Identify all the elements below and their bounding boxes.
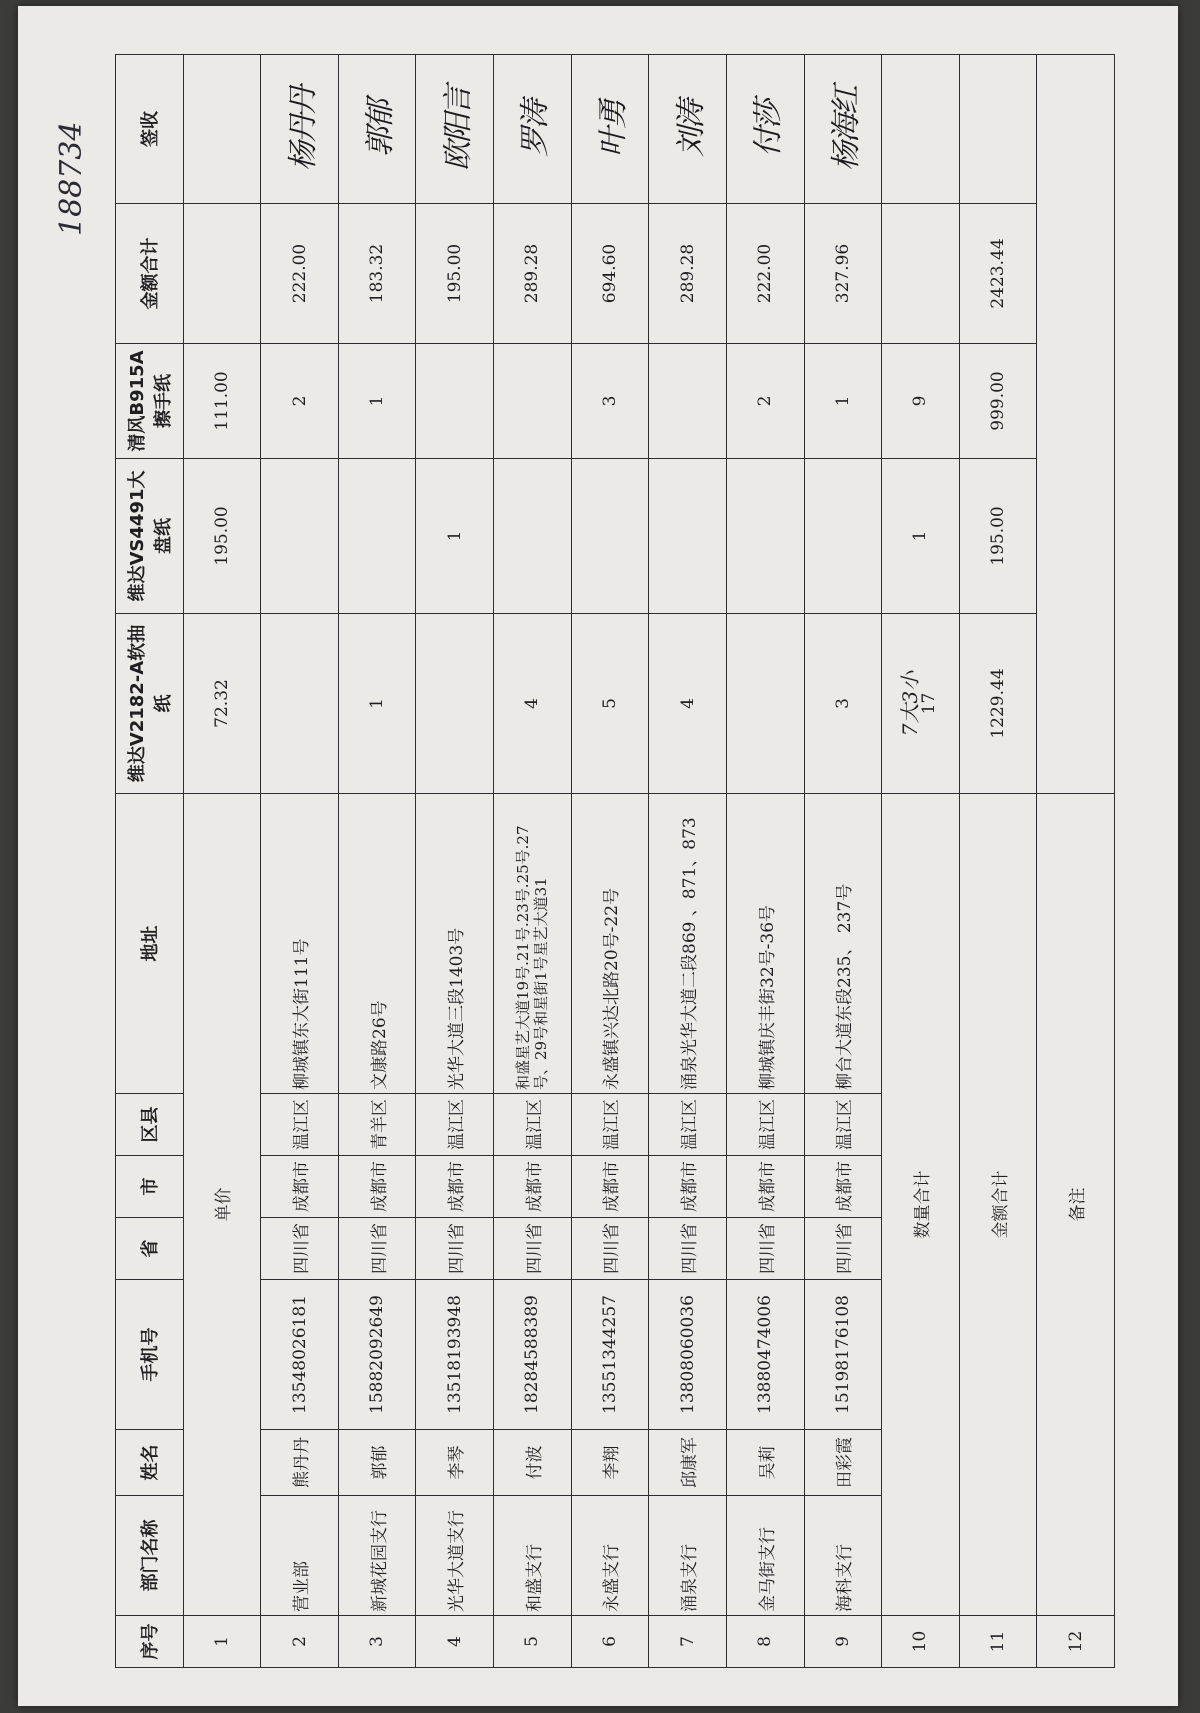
- cell-amount: 195.00: [416, 204, 494, 344]
- cell-address: 柳城镇东大街111号: [261, 794, 339, 1094]
- rotated-table-wrapper: [115, 55, 1115, 1668]
- header-item2: 维达VS4491大盘纸: [116, 459, 184, 614]
- qty-total-amount: [882, 204, 960, 344]
- header-address: 地址: [116, 794, 184, 1094]
- table-row: [261, 55, 339, 1668]
- cell-dept: 海科支行: [804, 1496, 882, 1616]
- cell-name: 李琴: [416, 1430, 494, 1496]
- table-row: [649, 55, 727, 1668]
- cell-district: 青羊区: [338, 1094, 416, 1156]
- cell-name: 邱康军: [649, 1430, 727, 1496]
- cell-seq: 2: [261, 1616, 339, 1668]
- cell-amount: 222.00: [261, 204, 339, 344]
- cell-dept: 涌泉支行: [649, 1496, 727, 1616]
- cell-qty1: 4: [494, 614, 572, 794]
- header-amount: 金额合计: [116, 204, 184, 344]
- cell-city: 成都市: [649, 1156, 727, 1218]
- cell-address: 永盛镇兴达北路20号-22号: [571, 794, 649, 1094]
- cell-province: 四川省: [726, 1218, 804, 1280]
- price-item1: 72.32: [183, 614, 261, 794]
- cell-district: 温江区: [261, 1094, 339, 1156]
- cell-dept: 金马街支行: [726, 1496, 804, 1616]
- cell-address: 柳城镇庆丰街32号-36号: [726, 794, 804, 1094]
- header-city: 市: [116, 1156, 184, 1218]
- cell-qty3: [416, 344, 494, 459]
- handwritten-note: 7大3小: [898, 670, 923, 737]
- cell-province: 四川省: [338, 1218, 416, 1280]
- price-item2: 195.00: [183, 459, 261, 614]
- cell-city: 成都市: [571, 1156, 649, 1218]
- cell-district: 温江区: [804, 1094, 882, 1156]
- cell-seq: 9: [804, 1616, 882, 1668]
- cell-qty2: [804, 459, 882, 614]
- amount-total-item3: 999.00: [959, 344, 1037, 459]
- header-item3: 清风B915A擦手纸: [116, 344, 184, 459]
- price-label: 单价: [183, 794, 261, 1616]
- price-sign: [183, 55, 261, 204]
- header-name: 姓名: [116, 1430, 184, 1496]
- cell-name: 郭郁: [338, 1430, 416, 1496]
- signature: 欧阳言: [416, 55, 494, 204]
- cell-province: 四川省: [804, 1218, 882, 1280]
- cell-name: 李翔: [571, 1430, 649, 1496]
- cell-amount: 694.60: [571, 204, 649, 344]
- cell-qty1: 1: [338, 614, 416, 794]
- signature: 杨海红: [804, 55, 882, 204]
- amount-total-item1: 1229.44: [959, 614, 1037, 794]
- cell-qty2: 1: [416, 459, 494, 614]
- cell-qty3: 1: [338, 344, 416, 459]
- signature: 叶勇: [571, 55, 649, 204]
- signature: 付莎: [726, 55, 804, 204]
- cell-qty1: 5: [571, 614, 649, 794]
- cell-address: 和盛星艺大道19号.21号.23号.25号.27号、29号和星街1号星艺大道31: [494, 794, 572, 1094]
- cell-province: 四川省: [494, 1218, 572, 1280]
- amount-total-row: [959, 55, 1037, 1668]
- cell-district: 温江区: [726, 1094, 804, 1156]
- cell-province: 四川省: [571, 1218, 649, 1280]
- qty-total-value: 17: [919, 692, 940, 715]
- table-row: [494, 55, 572, 1668]
- qty-total-item2: 1: [882, 459, 960, 614]
- amount-total-label: 金额合计: [959, 794, 1037, 1616]
- cell-qty1: [416, 614, 494, 794]
- qty-total-item3: 9: [882, 344, 960, 459]
- amount-total-sign: [959, 55, 1037, 204]
- cell-city: 成都市: [494, 1156, 572, 1218]
- cell-amount: 183.32: [338, 204, 416, 344]
- cell-seq: 1: [183, 1616, 261, 1668]
- price-row: [183, 55, 261, 1668]
- cell-dept: 新城花园支行: [338, 1496, 416, 1616]
- table-row: [571, 55, 649, 1668]
- header-phone: 手机号: [116, 1280, 184, 1430]
- cell-district: 温江区: [571, 1094, 649, 1156]
- cell-qty3: [649, 344, 727, 459]
- cell-seq: 4: [416, 1616, 494, 1668]
- cell-seq: 12: [1037, 1616, 1115, 1668]
- cell-phone: 15198176108: [804, 1280, 882, 1430]
- cell-phone: 13551344257: [571, 1280, 649, 1430]
- cell-qty1: 3: [804, 614, 882, 794]
- cell-seq: 8: [726, 1616, 804, 1668]
- cell-seq: 3: [338, 1616, 416, 1668]
- header-sign: 签收: [116, 55, 184, 204]
- price-amount: [183, 204, 261, 344]
- cell-city: 成都市: [804, 1156, 882, 1218]
- cell-qty2: [338, 459, 416, 614]
- table-row: [726, 55, 804, 1668]
- cell-seq: 11: [959, 1616, 1037, 1668]
- cell-qty2: [571, 459, 649, 614]
- signature: 刘涛: [649, 55, 727, 204]
- cell-phone: 18284588389: [494, 1280, 572, 1430]
- header-province: 省: [116, 1218, 184, 1280]
- amount-grand-total: 2423.44: [959, 204, 1037, 344]
- cell-name: 吴莉: [726, 1430, 804, 1496]
- cell-phone: 15882092649: [338, 1280, 416, 1430]
- cell-seq: 10: [882, 1616, 960, 1668]
- cell-qty3: 3: [571, 344, 649, 459]
- cell-district: 温江区: [649, 1094, 727, 1156]
- handwritten-annotation: 188734: [54, 121, 89, 236]
- cell-dept: 营业部: [261, 1496, 339, 1616]
- note-label: 备注: [1037, 794, 1115, 1616]
- cell-qty2: [726, 459, 804, 614]
- table-row: [804, 55, 882, 1668]
- note-content: [1037, 55, 1115, 794]
- cell-city: 成都市: [338, 1156, 416, 1218]
- cell-name: 熊丹丹: [261, 1430, 339, 1496]
- cell-address: 文康路26号: [338, 794, 416, 1094]
- cell-qty1: [726, 614, 804, 794]
- cell-city: 成都市: [261, 1156, 339, 1218]
- cell-amount: 289.28: [494, 204, 572, 344]
- cell-seq: 7: [649, 1616, 727, 1668]
- signature: 郭郁: [338, 55, 416, 204]
- cell-qty1: 4: [649, 614, 727, 794]
- cell-qty3: 2: [726, 344, 804, 459]
- receipt-table: [115, 54, 1115, 1668]
- amount-total-item2: 195.00: [959, 459, 1037, 614]
- cell-phone: 13880474006: [726, 1280, 804, 1430]
- cell-qty3: [494, 344, 572, 459]
- cell-address: 光华大道三段1403号: [416, 794, 494, 1094]
- qty-total-sign: [882, 55, 960, 204]
- note-row: [1037, 55, 1115, 1668]
- cell-phone: 13808060036: [649, 1280, 727, 1430]
- quantity-total-label: 数量合计: [882, 794, 960, 1616]
- cell-province: 四川省: [261, 1218, 339, 1280]
- cell-district: 温江区: [416, 1094, 494, 1156]
- cell-amount: 222.00: [726, 204, 804, 344]
- header-dept: 部门名称: [116, 1496, 184, 1616]
- cell-qty3: 2: [261, 344, 339, 459]
- cell-name: 田彩霞: [804, 1430, 882, 1496]
- cell-seq: 6: [571, 1616, 649, 1668]
- cell-province: 四川省: [416, 1218, 494, 1280]
- price-item3: 111.00: [183, 344, 261, 459]
- header-item1: 维达V2182-A软抽纸: [116, 614, 184, 794]
- cell-seq: 5: [494, 1616, 572, 1668]
- cell-address: 柳台大道东段235、 237号: [804, 794, 882, 1094]
- cell-phone: 13548026181: [261, 1280, 339, 1430]
- signature: 罗涛: [494, 55, 572, 204]
- cell-name: 付波: [494, 1430, 572, 1496]
- cell-province: 四川省: [649, 1218, 727, 1280]
- cell-city: 成都市: [726, 1156, 804, 1218]
- cell-city: 成都市: [416, 1156, 494, 1218]
- header-seq: 序号: [116, 1616, 184, 1668]
- header-row: [116, 55, 184, 1668]
- signature: 杨丹丹: [261, 55, 339, 204]
- cell-dept: 光华大道支行: [416, 1496, 494, 1616]
- cell-qty3: 1: [804, 344, 882, 459]
- cell-district: 温江区: [494, 1094, 572, 1156]
- cell-address: 涌泉光华大道二段869 、871、873: [649, 794, 727, 1094]
- table-row: [416, 55, 494, 1668]
- cell-dept: 和盛支行: [494, 1496, 572, 1616]
- cell-qty1: [261, 614, 339, 794]
- cell-phone: 13518193948: [416, 1280, 494, 1430]
- cell-amount: 289.28: [649, 204, 727, 344]
- table-row: [338, 55, 416, 1668]
- quantity-total-row: [882, 55, 960, 1668]
- header-district: 区县: [116, 1094, 184, 1156]
- cell-qty2: [494, 459, 572, 614]
- qty-total-item1: [882, 614, 960, 794]
- cell-qty2: [649, 459, 727, 614]
- cell-amount: 327.96: [804, 204, 882, 344]
- cell-qty2: [261, 459, 339, 614]
- cell-dept: 永盛支行: [571, 1496, 649, 1616]
